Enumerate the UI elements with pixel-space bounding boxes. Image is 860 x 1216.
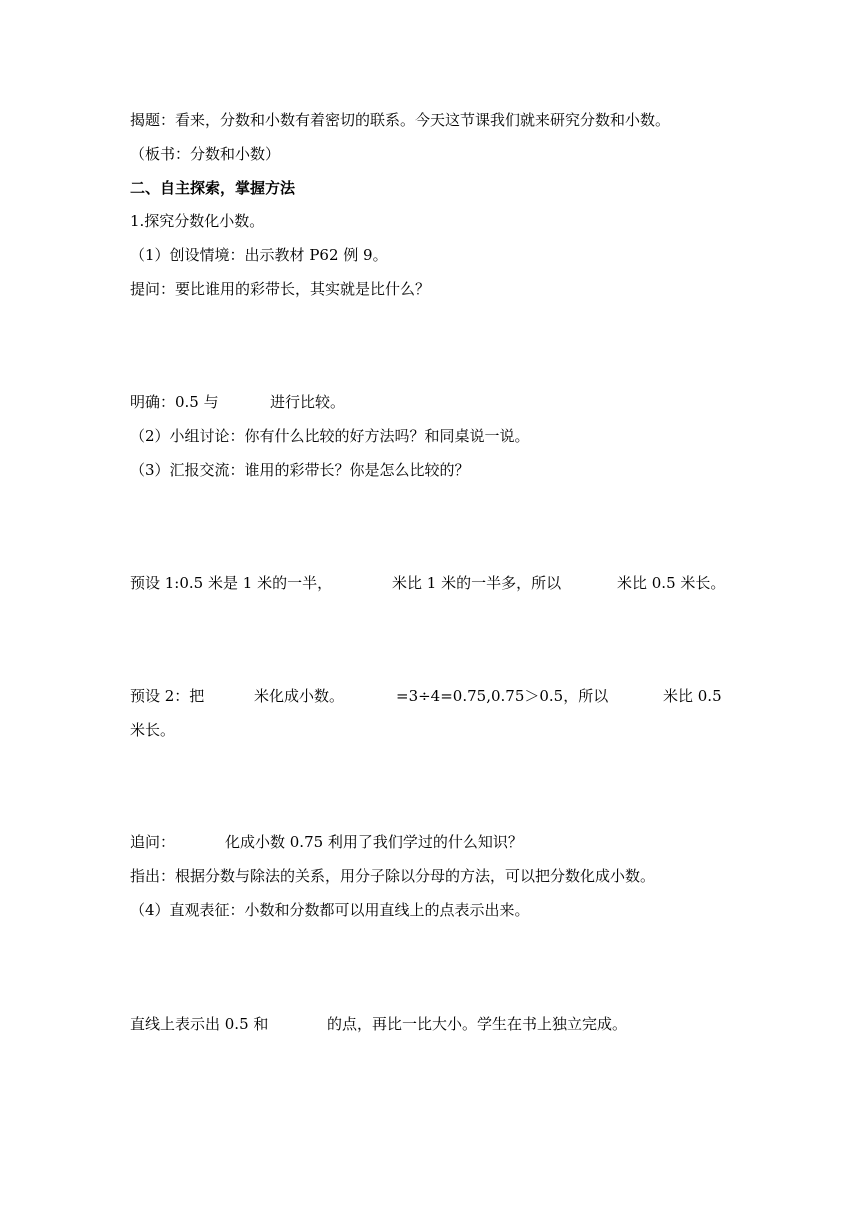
preset-2-text-b: 米化成小数。: [254, 687, 345, 705]
section-heading-text: 二、自主探索，掌握方法: [130, 179, 296, 197]
text-line-board: [130, 144, 280, 164]
clarify-text-a: 明确：0.5 与: [130, 393, 219, 411]
preset-2-text-c: =3÷4=0.75,0.75＞0.5，所以: [396, 687, 609, 705]
clarify-text-b: 进行比较。: [270, 393, 346, 411]
text-line-clarify: [130, 392, 730, 412]
report-text: （3）汇报交流：谁用的彩带长？你是怎么比较的？: [130, 461, 470, 479]
text-line-intro: [130, 110, 670, 130]
question-text: 提问：要比谁用的彩带长，其实就是比什么？: [130, 280, 431, 298]
intro-text: 揭题：看来，分数和小数有着密切的联系。今天这节课我们就来研究分数和小数。: [130, 111, 671, 129]
preset-1-text-a: 预设 1:0.5 米是 1 米的一半，: [130, 574, 333, 592]
text-line-number-line: [130, 1014, 690, 1034]
discussion-text: （2）小组讨论：你有什么比较的好方法吗？和同桌说一说。: [130, 427, 530, 445]
text-line-preset-2: [130, 686, 750, 706]
preset-2-text-a: 预设 2：把: [130, 687, 205, 705]
preset-1-text-c: 米比 0.5 米长。: [617, 574, 726, 592]
text-line-point-out: [130, 866, 655, 886]
preset-2-text-d: 米比 0.5: [663, 687, 722, 705]
text-line-question: [130, 279, 430, 299]
text-line-preset-1: [130, 573, 750, 593]
section-heading: [130, 178, 295, 198]
text-line-scenario: [130, 245, 388, 265]
preset-1-text-b: 米比 1 米的一半多，所以: [392, 574, 562, 592]
text-line-report: [130, 460, 470, 480]
point-out-text: 指出：根据分数与除法的关系，用分子除以分母的方法，可以把分数化成小数。: [130, 867, 656, 885]
subsection-title: [130, 211, 264, 231]
text-line-preset-2-cont: [130, 720, 175, 740]
board-note: （板书：分数和小数）: [130, 145, 281, 163]
text-line-discussion: [130, 426, 530, 446]
scenario-text: （1）创设情境：出示教材 P62 例 9。: [130, 246, 388, 264]
number-line-text-b: 的点，再比一比大小。学生在书上独立完成。: [327, 1015, 628, 1033]
visual-text: （4）直观表征：小数和分数都可以用直线上的点表示出来。: [130, 901, 530, 919]
text-line-follow-up: [130, 832, 690, 852]
follow-up-text-a: 追问：: [130, 833, 176, 851]
subsection-title-text: 1.探究分数化小数。: [130, 212, 265, 230]
number-line-text-a: 直线上表示出 0.5 和: [130, 1015, 269, 1033]
follow-up-text-b: 化成小数 0.75 利用了我们学过的什么知识？: [225, 833, 523, 851]
preset-2-continuation: 米长。: [130, 721, 176, 739]
text-line-visual: [130, 900, 530, 920]
